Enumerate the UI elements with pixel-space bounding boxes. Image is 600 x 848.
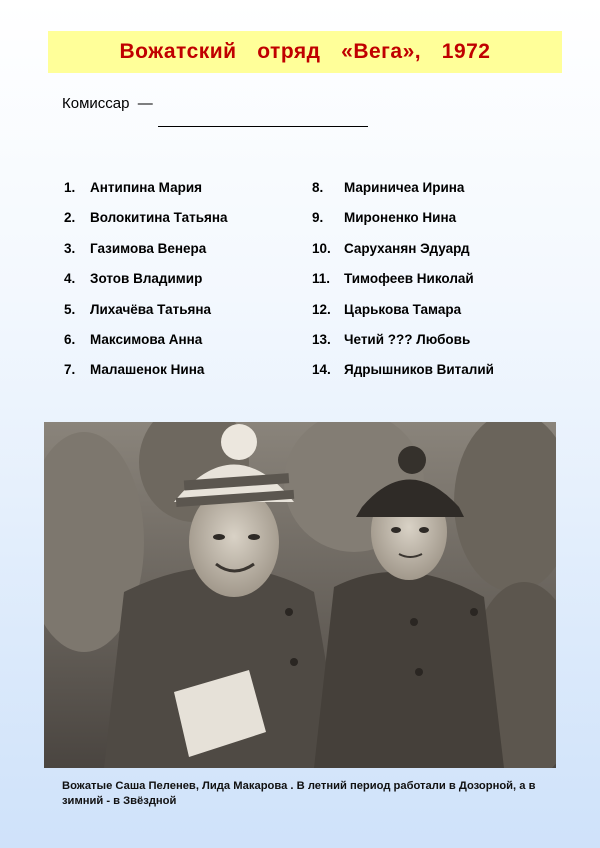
roster-name: Антипина Мария — [90, 180, 203, 195]
roster-item — [64, 210, 228, 240]
roster-number: 4. — [64, 271, 76, 287]
roster-name: Царькова Тамара — [344, 301, 462, 317]
roster-name: Ядрышников Виталий — [344, 362, 494, 378]
roster-number: 3. — [64, 240, 76, 256]
roster-item — [64, 302, 228, 332]
roster-number: 10. — [312, 240, 331, 256]
roster-number: 8. — [312, 180, 324, 195]
roster-item — [312, 210, 494, 240]
roster-item — [64, 241, 228, 271]
roster-item — [312, 302, 494, 332]
commissar-label: Комиссар — — [62, 95, 153, 112]
commissar-blank-line — [158, 126, 368, 127]
roster-name: Четий ??? Любовь — [344, 331, 471, 347]
roster-item — [64, 180, 228, 210]
roster-name: Малашенок Нина — [90, 362, 205, 378]
roster-item — [312, 180, 494, 210]
roster-number: 6. — [64, 331, 76, 347]
roster-item — [64, 332, 228, 362]
roster-name: Лихачёва Татьяна — [90, 301, 212, 317]
roster-column-right — [312, 180, 494, 393]
group-photo — [44, 422, 556, 768]
roster-number: 7. — [64, 362, 76, 378]
roster-number: 11. — [312, 271, 331, 287]
photo-illustration — [44, 422, 556, 768]
roster-name: Зотов Владимир — [90, 271, 203, 287]
roster-number: 2. — [64, 210, 76, 226]
roster-name: Максимова Анна — [90, 331, 203, 347]
roster-name: Волокитина Татьяна — [90, 210, 228, 226]
roster-number: 1. — [64, 180, 76, 195]
roster-name: Тимофеев Николай — [344, 271, 474, 287]
roster-name: Мироненко Нина — [344, 210, 457, 226]
roster-number: 12. — [312, 301, 331, 317]
roster-column-left — [64, 180, 228, 393]
photo-caption: Вожатые Саша Пеленев, Лида Макарова . В летний период работали в Дозорной, а в зимний - в Звёздной — [62, 780, 536, 807]
roster-item — [312, 271, 494, 301]
roster-number: 5. — [64, 301, 76, 317]
roster-number: 13. — [312, 331, 331, 347]
roster-name: Саруханян Эдуард — [344, 240, 470, 256]
roster-item — [312, 241, 494, 271]
page-title: Вожатский отряд «Вега», 1972 — [119, 40, 491, 63]
roster-item — [64, 362, 228, 392]
roster-name: Мариничеа Ирина — [344, 180, 465, 195]
roster-item — [312, 362, 494, 392]
title-banner — [48, 31, 562, 73]
roster-item — [312, 332, 494, 362]
roster-name: Газимова Венера — [90, 240, 207, 256]
roster-number: 14. — [312, 362, 331, 378]
roster-number: 9. — [312, 210, 324, 226]
roster-item — [64, 271, 228, 301]
